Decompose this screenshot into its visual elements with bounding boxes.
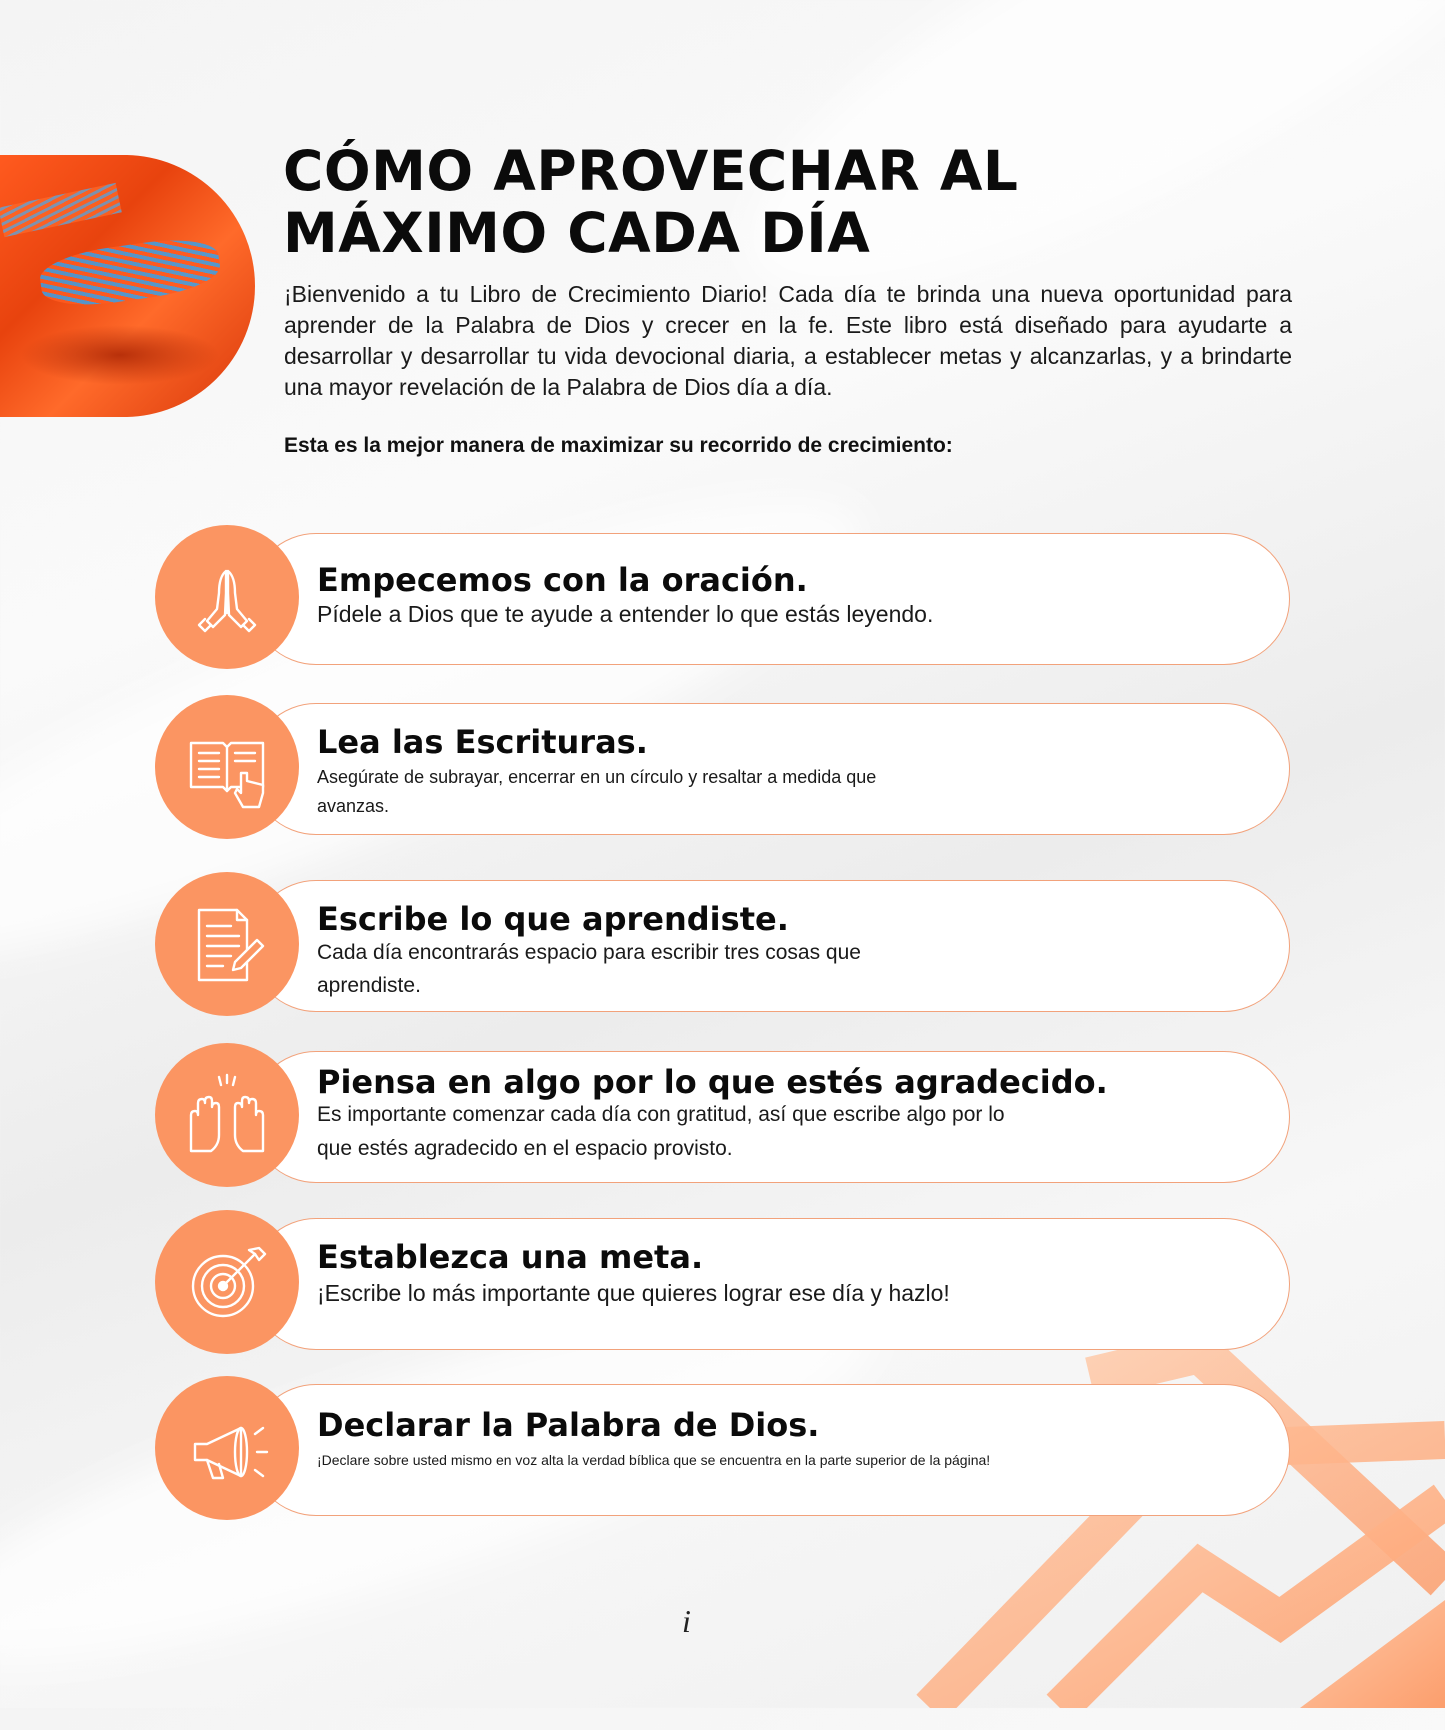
target-icon [183,1238,271,1326]
step-title: Escribe lo que aprendiste. [317,900,789,938]
step-icon-circle [155,1376,299,1520]
book-touch-icon [183,723,271,811]
step-icon-circle [155,1210,299,1354]
step-icon-circle [155,1043,299,1187]
page-title-line2: MÁXIMO CADA DÍA [283,201,871,265]
step-description: ¡Declare sobre usted mismo en voz alta la verdad bíblica que se encuentra en la parte superior de la página! [317,1452,991,1468]
step-prayer [155,525,1290,670]
step-description: Asegúrate de subrayar, encerrar en un círculo y resaltar a medida que avanzas. [317,767,877,816]
step-title: Declarar la Palabra de Dios. [317,1406,820,1444]
step-set-goal [155,1210,1290,1355]
page-title-line1: CÓMO APROVECHAR AL [283,139,1019,203]
page-title [283,140,1018,264]
page-number: i [682,1603,691,1639]
step-icon-circle [155,872,299,1016]
megaphone-icon [183,1404,271,1492]
praying-hands-icon [183,553,271,641]
step-icon-circle [155,695,299,839]
step-title: Empecemos con la oración. [317,561,808,599]
subheading: Esta es la mejor manera de maximizar su recorrido de crecimiento: [284,434,953,457]
step-description: Pídele a Dios que te ayude a entender lo que estás leyendo. [317,601,934,627]
step-title: Lea las Escrituras. [317,723,648,761]
step-description: Cada día encontrarás espacio para escribir tres cosas que aprendiste. [317,941,861,997]
raised-hands-icon [183,1071,271,1159]
step-read-scripture [155,695,1290,840]
step-gratitude [155,1043,1290,1188]
step-pill [250,533,1290,665]
step-pill [250,1384,1290,1516]
document-pen-icon [183,900,271,988]
step-title: Establezca una meta. [317,1238,704,1276]
step-icon-circle [155,525,299,669]
step-write-learned [155,872,1290,1017]
step-declare-word [155,1376,1290,1521]
step-title: Piensa en algo por lo que estés agradecido. [317,1063,1108,1101]
header-orange-image [0,155,255,417]
intro-paragraph: ¡Bienvenido a tu Libro de Crecimiento Diario! Cada día te brinda una nueva oportunidad para aprender de la Palabra de Dios y crecer en la fe. Este libro está diseñado para ayudarte a desarrollar y desarrollar tu vida devocional diaria, a establecer metas y alcanzarlas, y a brindarte una mayor revelación de la Palabra de Dios día a día. [284,281,1292,400]
step-description: ¡Escribe lo más importante que quieres lograr ese día y hazlo! [317,1280,950,1306]
step-description: Es importante comenzar cada día con gratitud, así que escribe algo por lo que estés agradecido en el espacio provisto. [317,1103,1005,1160]
